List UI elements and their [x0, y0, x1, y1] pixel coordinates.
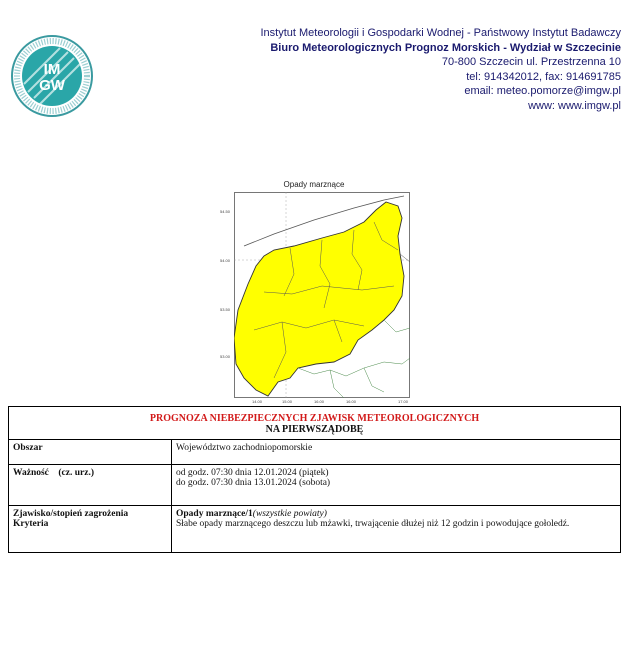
map-title: Opady marznące	[283, 180, 345, 189]
warning-map	[220, 192, 410, 404]
bureau-name: Biuro Meteorologicznych Prognoz Morskich - Wydział w Szczecinie	[270, 41, 621, 54]
warning-title: PROGNOZA NIEBEZPIECZNYCH ZJAWISK METEOROLOGICZNYCH	[149, 413, 480, 424]
validity-from: od godz. 07:30 dnia 12.01.2024 (piątek)	[176, 468, 329, 478]
y-tick-label: 53.50	[220, 307, 231, 312]
region-map	[234, 192, 410, 398]
area-value: Województwo zachodniopomorskie	[172, 440, 621, 465]
criteria-text: Słabe opady marznącego deszczu lub mżawki, trwającenie dłużej niż 12 godzin i powodujące gołoledź.	[176, 519, 570, 529]
validity-label: Ważność (cz. urz.)	[9, 465, 172, 506]
validity-to: do godz. 07:30 dnia 13.01.2024 (sobota)	[176, 478, 331, 488]
x-tick-label: 16.00	[346, 399, 357, 404]
warning-table	[8, 406, 621, 553]
email: email: meteo.pomorze@imgw.pl	[464, 85, 621, 98]
y-tick-label: 53.00	[220, 354, 231, 359]
validity-value	[172, 465, 621, 506]
svg-text:IM: IM	[43, 61, 61, 78]
warning-title-cell	[9, 407, 621, 440]
area-label: Obszar	[9, 440, 172, 465]
y-tick-label: 54.00	[220, 258, 231, 263]
criteria-label: Kryteria	[13, 519, 49, 529]
phenomenon-label: Zjawisko/stopień zagrożenia	[13, 509, 129, 519]
x-tick-label: 14.00	[252, 399, 263, 404]
website: www: www.imgw.pl	[528, 99, 621, 112]
y-tick-label: 54.50	[220, 209, 231, 214]
x-tick-label: 15.00	[282, 399, 293, 404]
phenomenon-criteria-values	[172, 506, 621, 553]
institute-name: Instytut Meteorologii i Gospodarki Wodnej - Państwowy Instytut Badawczy	[260, 27, 621, 39]
phone-fax: tel: 914342012, fax: 914691785	[466, 70, 621, 83]
warning-subtitle: NA PIERWSZĄDOBĘ	[265, 424, 364, 435]
imgw-logo	[10, 34, 94, 118]
x-tick-label: 16.00	[314, 399, 325, 404]
phenomenon-note: (wszystkie powiaty)	[252, 509, 327, 519]
phenomenon-name: Opady marznące/1	[176, 509, 253, 519]
office-header	[201, 26, 621, 114]
svg-text:GW: GW	[39, 77, 65, 94]
address: 70-800 Szczecin ul. Przestrzenna 10	[441, 56, 621, 69]
x-tick-label: 17.00	[398, 399, 409, 404]
phenomenon-criteria-labels	[9, 506, 172, 553]
imgw-logo-graphic	[10, 34, 94, 118]
